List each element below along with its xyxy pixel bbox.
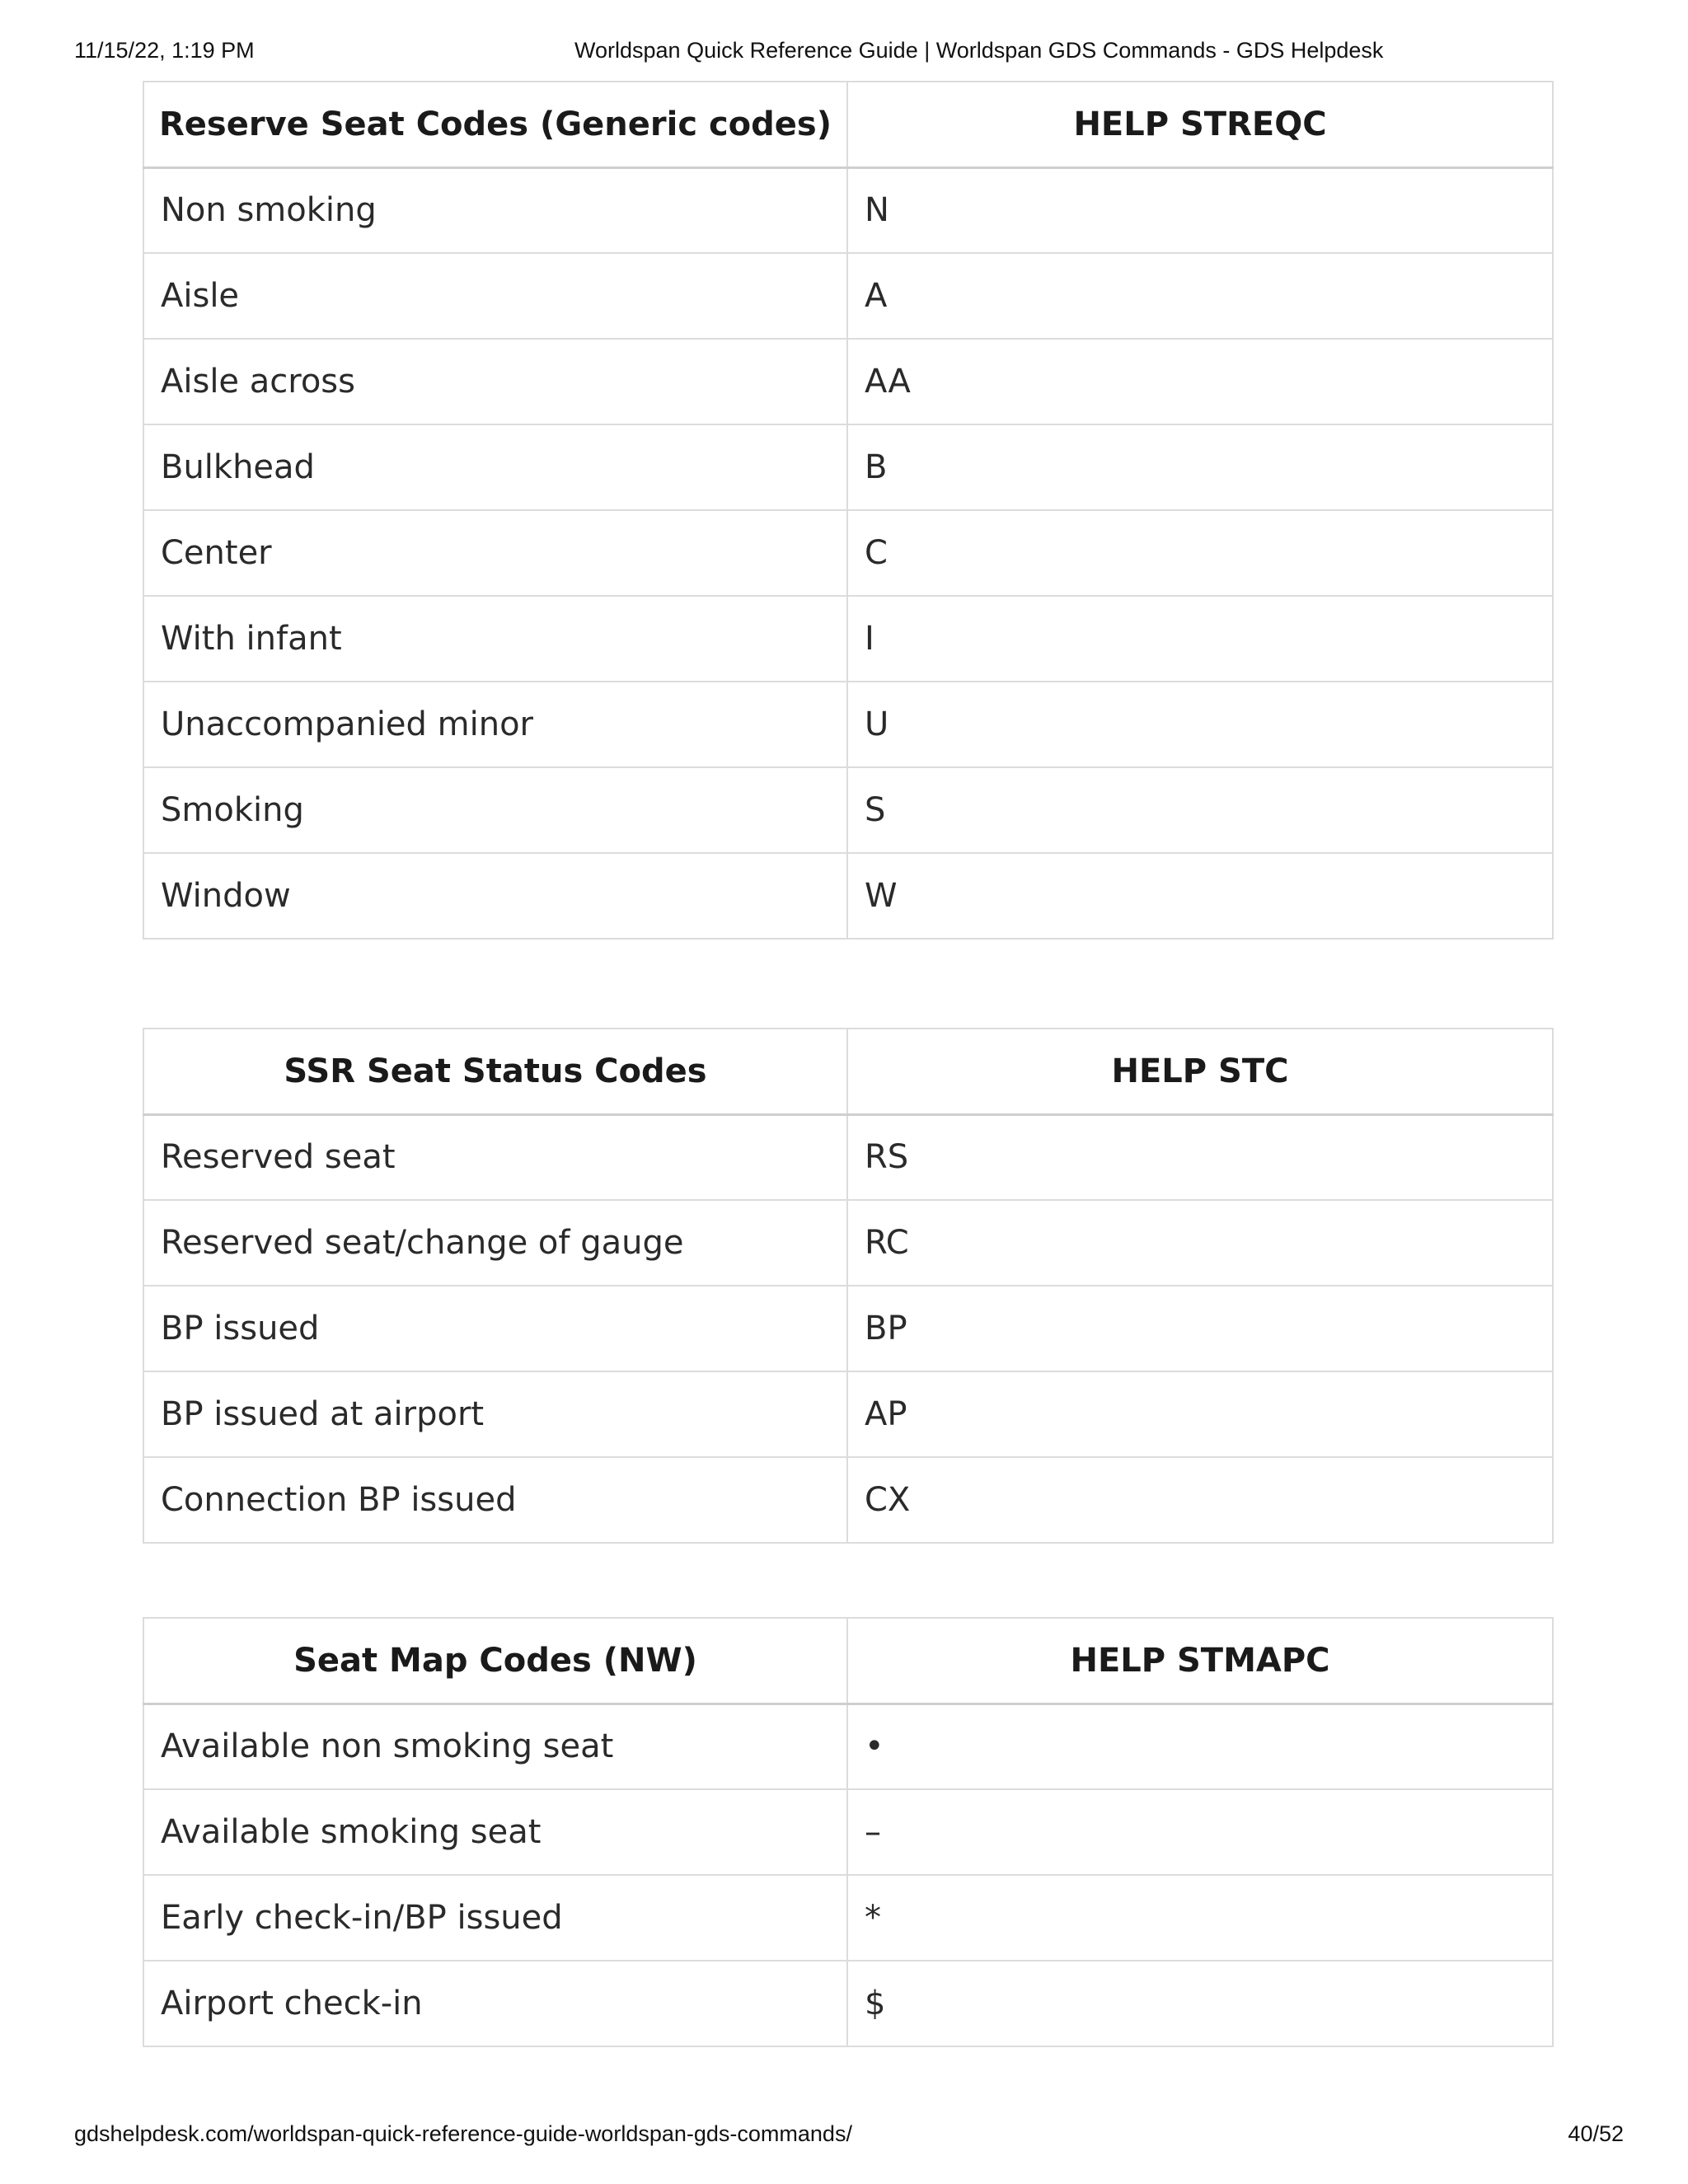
code-description: Reserved seat bbox=[143, 1114, 847, 1200]
code-value: W bbox=[847, 853, 1553, 939]
code-value: AP bbox=[847, 1371, 1553, 1457]
code-value: RC bbox=[847, 1200, 1553, 1286]
code-value: $ bbox=[847, 1961, 1553, 2046]
reserve-seat-codes-table bbox=[143, 81, 1554, 940]
column-header: Reserve Seat Codes (Generic codes) bbox=[143, 82, 847, 167]
table-header-row bbox=[143, 82, 1553, 167]
code-value: RS bbox=[847, 1114, 1553, 1200]
table-header-row bbox=[143, 1618, 1553, 1704]
table-row bbox=[143, 853, 1553, 939]
table-row bbox=[143, 1875, 1553, 1961]
code-description: Non smoking bbox=[143, 167, 847, 253]
code-value: C bbox=[847, 510, 1553, 596]
code-description: Bulkhead bbox=[143, 424, 847, 510]
code-value: CX bbox=[847, 1457, 1553, 1543]
table-row bbox=[143, 1961, 1553, 2046]
table-row bbox=[143, 1200, 1553, 1286]
code-description: Early check-in/BP issued bbox=[143, 1875, 847, 1961]
code-description: Available smoking seat bbox=[143, 1789, 847, 1875]
table-row bbox=[143, 1371, 1553, 1457]
code-description: Reserved seat/change of gauge bbox=[143, 1200, 847, 1286]
column-header: HELP STC bbox=[847, 1029, 1553, 1114]
column-header: SSR Seat Status Codes bbox=[143, 1029, 847, 1114]
print-footer bbox=[74, 2121, 1624, 2154]
code-value: B bbox=[847, 424, 1553, 510]
page-number: 40/52 bbox=[1568, 2121, 1624, 2146]
table-row bbox=[143, 1457, 1553, 1543]
code-value: – bbox=[847, 1789, 1553, 1875]
table-row bbox=[143, 767, 1553, 853]
code-value: * bbox=[847, 1875, 1553, 1961]
code-description: Unaccompanied minor bbox=[143, 682, 847, 767]
seat-map-codes-table bbox=[143, 1617, 1554, 2047]
table-row bbox=[143, 424, 1553, 510]
code-description: BP issued bbox=[143, 1286, 847, 1371]
table-row bbox=[143, 253, 1553, 339]
table-row bbox=[143, 596, 1553, 682]
code-value: BP bbox=[847, 1286, 1553, 1371]
code-value: • bbox=[847, 1704, 1553, 1789]
table-row bbox=[143, 1114, 1553, 1200]
code-value: AA bbox=[847, 339, 1553, 424]
table-header-row bbox=[143, 1029, 1553, 1114]
code-value: A bbox=[847, 253, 1553, 339]
code-description: Available non smoking seat bbox=[143, 1704, 847, 1789]
code-description: Aisle bbox=[143, 253, 847, 339]
table-row bbox=[143, 167, 1553, 253]
table-row bbox=[143, 1789, 1553, 1875]
table-row bbox=[143, 682, 1553, 767]
column-header: Seat Map Codes (NW) bbox=[143, 1618, 847, 1704]
code-description: BP issued at airport bbox=[143, 1371, 847, 1457]
document-title: Worldspan Quick Reference Guide | Worldspan GDS Commands - GDS Helpdesk bbox=[574, 38, 1384, 63]
code-value: S bbox=[847, 767, 1553, 853]
code-description: Connection BP issued bbox=[143, 1457, 847, 1543]
column-header: HELP STMAPC bbox=[847, 1618, 1553, 1704]
ssr-seat-status-codes-table bbox=[143, 1028, 1554, 1544]
table-row bbox=[143, 1286, 1553, 1371]
table-row bbox=[143, 1704, 1553, 1789]
code-description: Airport check-in bbox=[143, 1961, 847, 2046]
code-value: N bbox=[847, 167, 1553, 253]
code-description: With infant bbox=[143, 596, 847, 682]
print-date: 11/15/22, 1:19 PM bbox=[74, 38, 255, 63]
page-url: gdshelpdesk.com/worldspan-quick-reference-guide-worldspan-gds-commands/ bbox=[74, 2121, 852, 2146]
table-row bbox=[143, 339, 1553, 424]
table-row bbox=[143, 510, 1553, 596]
code-value: I bbox=[847, 596, 1553, 682]
code-description: Smoking bbox=[143, 767, 847, 853]
code-value: U bbox=[847, 682, 1553, 767]
column-header: HELP STREQC bbox=[847, 82, 1553, 167]
code-description: Center bbox=[143, 510, 847, 596]
code-description: Window bbox=[143, 853, 847, 939]
print-header bbox=[74, 38, 1624, 71]
code-description: Aisle across bbox=[143, 339, 847, 424]
